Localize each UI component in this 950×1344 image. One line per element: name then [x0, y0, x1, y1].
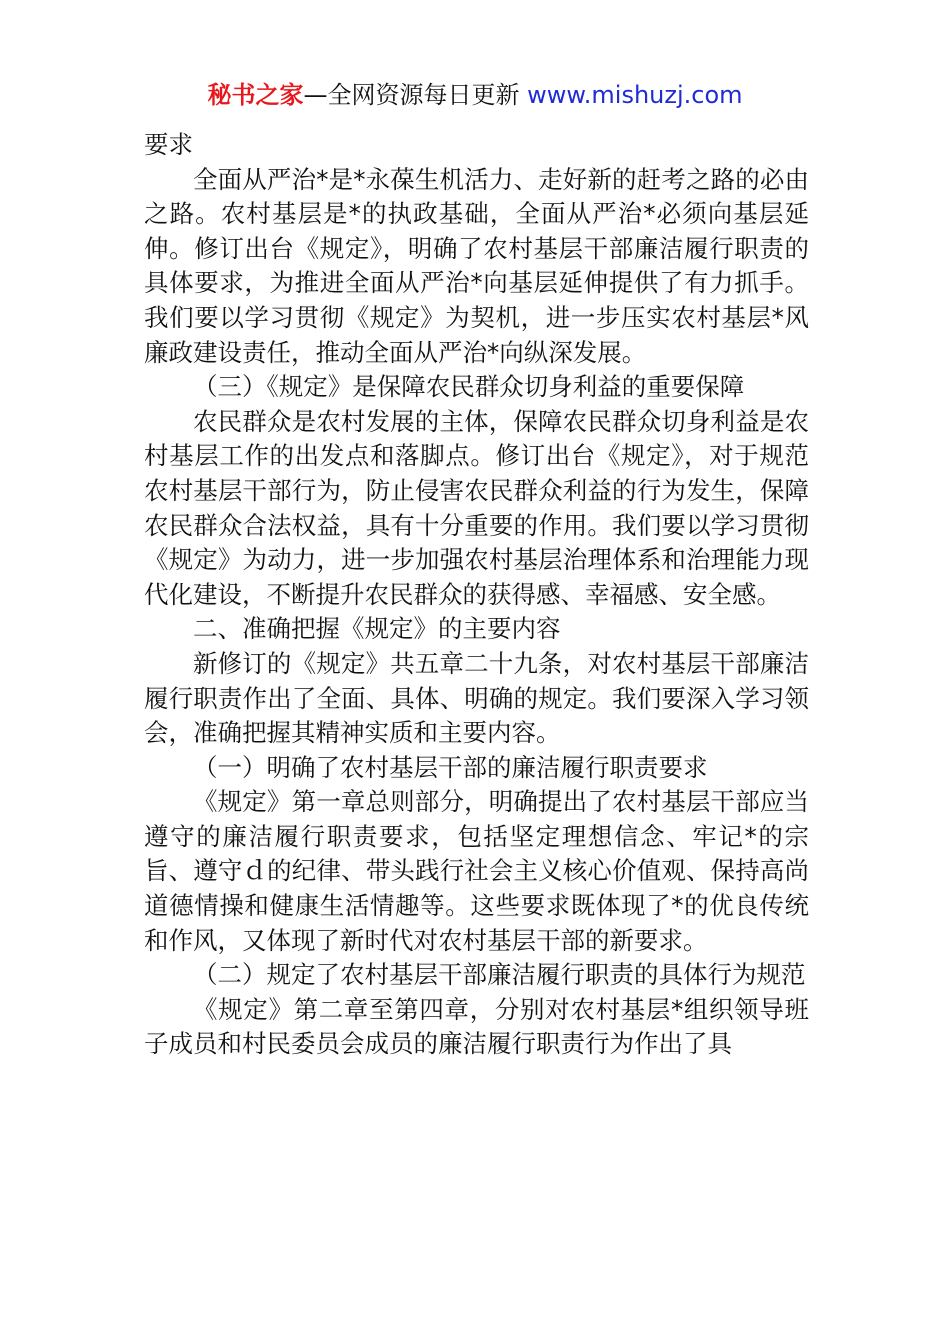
page-header	[0, 78, 950, 112]
brand-name: 秘书之家	[207, 81, 304, 109]
paragraph: 《规定》第一章总则部分，明确提出了农村基层干部应当遵守的廉洁履行职责要求，包括坚定理想信念、牢记*的宗旨、遵守ｄ的纪律、带头践行社会主义核心价值观、保持高尚道德情操和健康生活情趣等。这些要求既体现了*的优良传统和作风，又体现了新时代对农村基层干部的新要求。	[144, 787, 809, 955]
document-body	[144, 128, 809, 1062]
paragraph: 农民群众是农村发展的主体，保障农民群众切身利益是农村基层工作的出发点和落脚点。修订出台《规定》，对于规范农村基层干部行为，防止侵害农民群众利益的行为发生，保障农民群众合法权益，具有十分重要的作用。我们要以学习贯彻《规定》为动力，进一步加强农村基层治理体系和治理能力现代化建设，不断提升农民群众的获得感、幸福感、安全感。	[144, 406, 809, 609]
paragraph-continuation: 要求	[144, 130, 193, 159]
section-heading: （三）《规定》是保障农民群众切身利益的重要保障	[193, 372, 745, 402]
paragraph: 新修订的《规定》共五章二十九条，对农村基层干部廉洁履行职责作出了全面、具体、明确的规定。我们要深入学习领会，准确把握其精神实质和主要内容。	[144, 648, 809, 748]
section-heading: （一）明确了农村基层干部的廉洁履行职责要求	[193, 752, 708, 782]
paragraph: 全面从严治*是*永葆生机活力、走好新的赶考之路的必由之路。农村基层是*的执政基础，全面从严治*必须向基层延伸。修订出台《规定》，明确了农村基层干部廉洁履行职责的具体要求，为推进全面从严治*向基层延伸提供了有力抓手。我们要以学习贯彻《规定》为契机，进一步压实农村基层*风廉政建设责任，推动全面从严治*向纵深发展。	[144, 164, 809, 367]
paragraph: 《规定》第二章至第四章，分别对农村基层*组织领导班子成员和村民委员会成员的廉洁履行职责行为作出了具	[144, 994, 809, 1059]
header-tagline: —全网资源每日更新	[303, 81, 528, 109]
section-heading: （二）规定了农村基层干部廉洁履行职责的具体行为规范	[193, 960, 806, 990]
section-heading: 二、准确把握《规定》的主要内容	[193, 614, 561, 644]
site-url[interactable]: www.mishuzj.com	[527, 81, 743, 109]
